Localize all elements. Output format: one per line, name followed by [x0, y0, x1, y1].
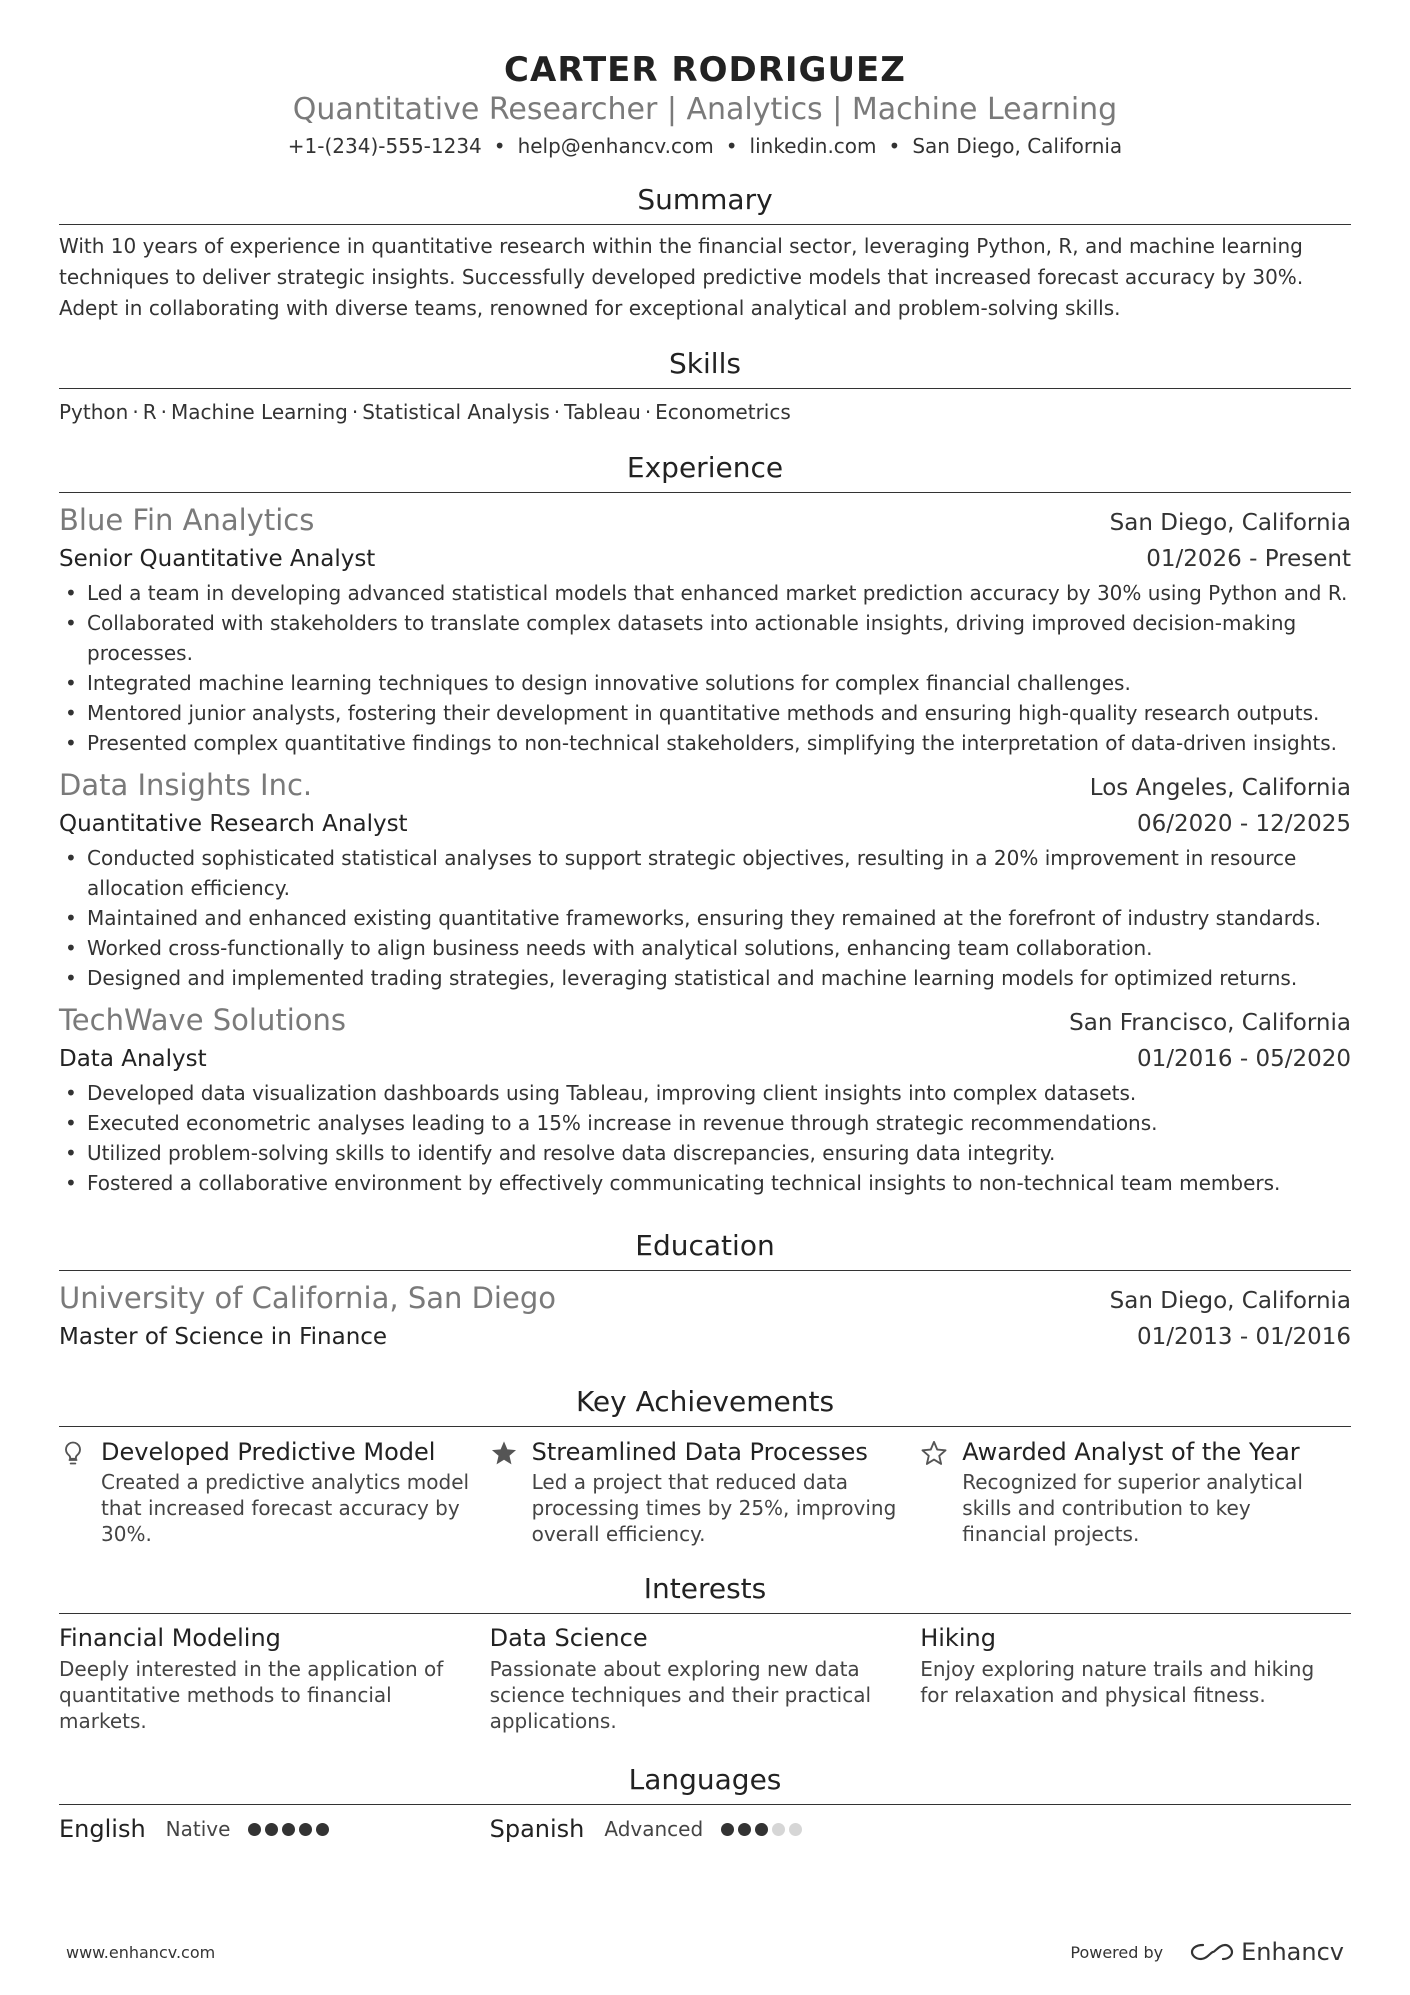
job-location: Los Angeles, California: [1089, 775, 1351, 801]
job-company: Data Insights Inc.: [59, 768, 313, 802]
page-footer: [66, 1938, 1344, 1966]
rating-dot-filled: [721, 1823, 734, 1836]
rating-dot-filled: [299, 1823, 312, 1836]
job-bullets: [59, 843, 1351, 993]
language-level: Native: [165, 1817, 231, 1841]
summary-text: With 10 years of experience in quantitative research within the financial sector, leveraging Python, R, and machine learning techniques to deliver strategic insights. Successfully developed predictive models that increased forecast accuracy by 30%. Adept in collaborating with diverse teams, renowned for exceptional analytical and problem-solving skills.: [59, 234, 1304, 320]
contact-separator: •: [493, 134, 506, 158]
language-rating: [248, 1823, 333, 1836]
section-heading: Key Achievements: [59, 1384, 1351, 1427]
section-heading: Interests: [59, 1571, 1351, 1614]
star-outline-icon: [920, 1435, 962, 1547]
rating-dot-filled: [265, 1823, 278, 1836]
resume-header: [59, 0, 1351, 162]
star-filled-icon: [490, 1435, 532, 1547]
job-role: Senior Quantitative Analyst: [59, 546, 376, 572]
language-level: Advanced: [604, 1817, 704, 1841]
bullet-item: • Worked cross-functionally to align business needs with analytical solutions, enhancing team collaboration.: [59, 933, 1351, 963]
candidate-name: CARTER RODRIGUEZ: [504, 50, 906, 90]
language-name: English: [59, 1815, 146, 1843]
education-school: University of California, San Diego: [59, 1281, 556, 1315]
job-entry: [59, 1001, 1351, 1198]
education-entry: [59, 1279, 1351, 1354]
section-heading: Summary: [59, 182, 1351, 225]
rating-dot-filled: [738, 1823, 751, 1836]
education-dates: 01/2013 - 01/2016: [1136, 1324, 1351, 1350]
rating-dot-filled: [316, 1823, 329, 1836]
bullet-item: • Integrated machine learning techniques to design innovative solutions for complex financial challenges.: [59, 668, 1351, 698]
rating-dot-filled: [755, 1823, 768, 1836]
education-section: [59, 1228, 1351, 1354]
language-name: Spanish: [489, 1815, 585, 1843]
interest-title: Financial Modeling: [59, 1624, 281, 1652]
section-heading: Languages: [59, 1762, 1351, 1805]
rating-dot-empty: [789, 1823, 802, 1836]
bullet-item: • Led a team in developing advanced statistical models that enhanced market prediction accuracy by 30% using Python and R.: [59, 578, 1351, 608]
language-rating: [721, 1823, 806, 1836]
interest-item: [490, 1620, 921, 1734]
bullet-item: • Executed econometric analyses leading to a 15% increase in revenue through strategic recommendations.: [59, 1108, 1351, 1138]
skill-item: Tableau: [564, 400, 641, 424]
language-item: [59, 1811, 490, 1847]
rating-dot-filled: [282, 1823, 295, 1836]
rating-dot-filled: [248, 1823, 261, 1836]
skill-item: Python: [59, 400, 129, 424]
bullet-item: • Conducted sophisticated statistical analyses to support strategic objectives, resulting in a 20% improvement in resource allocation efficiency.: [59, 843, 1351, 903]
skill-item: Statistical Analysis: [362, 400, 550, 424]
section-heading: Education: [59, 1228, 1351, 1271]
job-dates: 01/2016 - 05/2020: [1136, 1046, 1351, 1072]
interest-title: Hiking: [920, 1624, 996, 1652]
skills-list: [59, 397, 1351, 428]
contact-email[interactable]: help@enhancv.com: [517, 134, 714, 158]
achievement-item: [490, 1435, 921, 1547]
skill-separator: ·: [351, 400, 359, 424]
interest-desc: Deeply interested in the application of quantitative methods to financial markets.: [59, 1657, 444, 1733]
achievement-item: [920, 1435, 1351, 1547]
enhancv-logo-icon: [1189, 1940, 1235, 1964]
achievement-desc: Created a predictive analytics model that increased forecast accuracy by 30%.: [101, 1470, 470, 1546]
skill-separator: ·: [553, 400, 561, 424]
achievement-title: Awarded Analyst of the Year: [962, 1438, 1300, 1466]
interest-desc: Enjoy exploring nature trails and hiking for relaxation and physical fitness.: [920, 1657, 1315, 1707]
job-entry: [59, 766, 1351, 993]
skill-item: R: [142, 400, 157, 424]
contact-linkedin[interactable]: linkedin.com: [749, 134, 877, 158]
experience-section: [59, 450, 1351, 1198]
education-location: San Diego, California: [1109, 1288, 1351, 1314]
summary-section: [59, 182, 1351, 324]
education-degree: Master of Science in Finance: [59, 1324, 388, 1350]
job-entry: [59, 501, 1351, 758]
section-heading: Experience: [59, 450, 1351, 493]
bullet-item: • Mentored junior analysts, fostering their development in quantitative methods and ensuring high-quality research outputs.: [59, 698, 1351, 728]
job-role: Data Analyst: [59, 1046, 207, 1072]
footer-website[interactable]: www.enhancv.com: [66, 1942, 216, 1962]
interest-desc: Passionate about exploring new data science techniques and their practical applications.: [489, 1657, 872, 1733]
languages-section: [59, 1762, 1351, 1847]
contact-phone[interactable]: +1-(234)-555-1234: [287, 134, 482, 158]
skill-item: Econometrics: [655, 400, 791, 424]
bullet-item: • Utilized problem-solving skills to identify and resolve data discrepancies, ensuring data integrity.: [59, 1138, 1351, 1168]
job-company: TechWave Solutions: [59, 1003, 347, 1037]
candidate-title: Quantitative Researcher | Analytics | Machine Learning: [292, 92, 1118, 127]
job-bullets: [59, 1078, 1351, 1198]
bullet-item: • Developed data visualization dashboards using Tableau, improving client insights into complex datasets.: [59, 1078, 1351, 1108]
achievement-title: Streamlined Data Processes: [531, 1438, 868, 1466]
skills-section: [59, 346, 1351, 428]
job-bullets: [59, 578, 1351, 758]
lightbulb-icon: [59, 1435, 101, 1547]
achievements-section: [59, 1384, 1351, 1547]
skill-separator: ·: [644, 400, 652, 424]
contact-separator: •: [888, 134, 901, 158]
interest-item: [59, 1620, 490, 1734]
bullet-item: • Maintained and enhanced existing quantitative frameworks, ensuring they remained at the forefront of industry standards.: [59, 903, 1351, 933]
skill-separator: ·: [160, 400, 167, 424]
job-location: San Francisco, California: [1069, 1010, 1351, 1036]
job-dates: 06/2020 - 12/2025: [1136, 811, 1351, 837]
interest-title: Data Science: [489, 1624, 648, 1652]
contact-line: [59, 130, 1351, 162]
job-dates: 01/2026 - Present: [1146, 546, 1351, 572]
rating-dot-empty: [772, 1823, 785, 1836]
bullet-item: • Collaborated with stakeholders to translate complex datasets into actionable insights, driving improved decision-making processes.: [59, 608, 1351, 668]
achievement-title: Developed Predictive Model: [101, 1438, 436, 1466]
language-item: [490, 1811, 921, 1847]
job-role: Quantitative Research Analyst: [59, 811, 408, 837]
brand-name: Enhancv: [1241, 1938, 1344, 1966]
interest-item: [920, 1620, 1351, 1734]
skill-item: Machine Learning: [170, 400, 348, 424]
job-location: San Diego, California: [1109, 510, 1351, 536]
job-company: Blue Fin Analytics: [59, 503, 315, 537]
skill-separator: ·: [132, 400, 139, 424]
bullet-item: • Designed and implemented trading strategies, leveraging statistical and machine learning models for optimized returns.: [59, 963, 1351, 993]
contact-separator: •: [725, 134, 738, 158]
interests-section: [59, 1571, 1351, 1734]
brand-logo[interactable]: [1189, 1938, 1344, 1966]
achievement-desc: Led a project that reduced data processing times by 25%, improving overall efficiency.: [531, 1470, 897, 1546]
achievement-item: [59, 1435, 490, 1547]
achievement-desc: Recognized for superior analytical skills and contribution to key financial projects.: [962, 1470, 1303, 1546]
bullet-item: • Fostered a collaborative environment by effectively communicating technical insights to non-technical team members.: [59, 1168, 1351, 1198]
powered-by-label: Powered by: [1070, 1942, 1164, 1962]
contact-location: San Diego, California: [912, 134, 1123, 158]
section-heading: Skills: [59, 346, 1351, 389]
bullet-item: • Presented complex quantitative findings to non-technical stakeholders, simplifying the interpretation of data-driven insights.: [59, 728, 1351, 758]
